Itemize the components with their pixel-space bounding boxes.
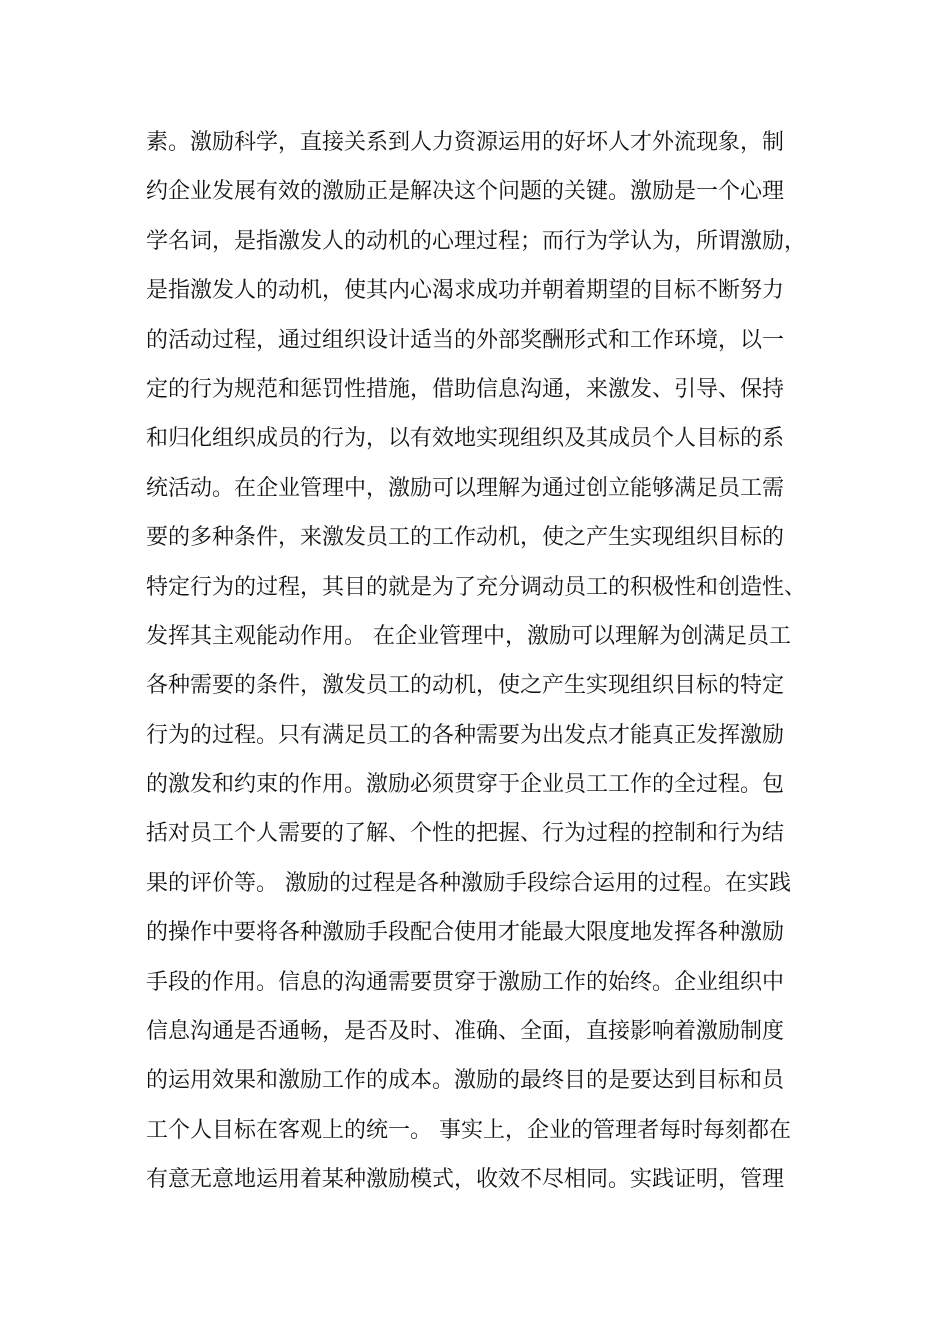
text-line: 学名词，是指激发人的动机的心理过程；而行为学认为，所谓激励， — [146, 228, 807, 254]
text-line: 约企业发展有效的激励正是解决这个问题的关键。激励是一个心理 — [146, 179, 785, 205]
text-line: 各种需要的条件，激发员工的动机，使之产生实现组织目标的特定 — [146, 673, 785, 699]
text-line: 素。激励科学，直接关系到人力资源运用的好坏人才外流现象，制 — [146, 130, 785, 155]
text-line: 的运用效果和激励工作的成本。激励的最终目的是要达到目标和员 — [146, 1068, 785, 1094]
text-line: 要的多种条件，来激发员工的工作动机，使之产生实现组织目标的 — [146, 525, 785, 551]
text-line: 行为的过程。只有满足员工的各种需要为出发点才能真正发挥激励 — [146, 722, 785, 748]
text-line: 和归化组织成员的行为，以有效地实现组织及其成员个人目标的系 — [146, 426, 785, 452]
text-line: 工个人目标在客观上的统一。 事实上，企业的管理者每时每刻都在 — [146, 1117, 791, 1143]
text-line: 果的评价等。 激励的过程是各种激励手段综合运用的过程。在实践 — [146, 870, 791, 896]
text-line: 有意无意地运用着某种激励模式，收效不尽相同。实践证明，管理 — [146, 1167, 785, 1193]
text-line: 的激发和约束的作用。激励必须贯穿于企业员工工作的全过程。包 — [146, 772, 785, 798]
text-line: 的操作中要将各种激励手段配合使用才能最大限度地发挥各种激励 — [146, 920, 785, 946]
text-line: 手段的作用。信息的沟通需要贯穿于激励工作的始终。企业组织中 — [146, 969, 785, 995]
text-line: 的活动过程，通过组织设计适当的外部奖酬形式和工作环境，以一 — [146, 327, 785, 353]
text-line: 发挥其主观能动作用。 在企业管理中，激励可以理解为创满足员工 — [146, 623, 791, 649]
text-line: 信息沟通是否通畅，是否及时、准确、全面，直接影响着激励制度 — [146, 1019, 785, 1045]
text-line: 是指激发人的动机，使其内心渴求成功并朝着期望的目标不断努力 — [146, 278, 785, 304]
text-line: 括对员工个人需要的了解、个性的把握、行为过程的控制和行为结 — [146, 821, 785, 847]
text-line: 统活动。在企业管理中，激励可以理解为通过创立能够满足员工需 — [146, 475, 785, 501]
text-line: 定的行为规范和惩罚性措施，借助信息沟通，来激发、引导、保持 — [146, 376, 785, 402]
text-line: 特定行为的过程，其目的就是为了充分调动员工的积极性和创造性、 — [146, 574, 807, 600]
body-text — [146, 118, 836, 1205]
